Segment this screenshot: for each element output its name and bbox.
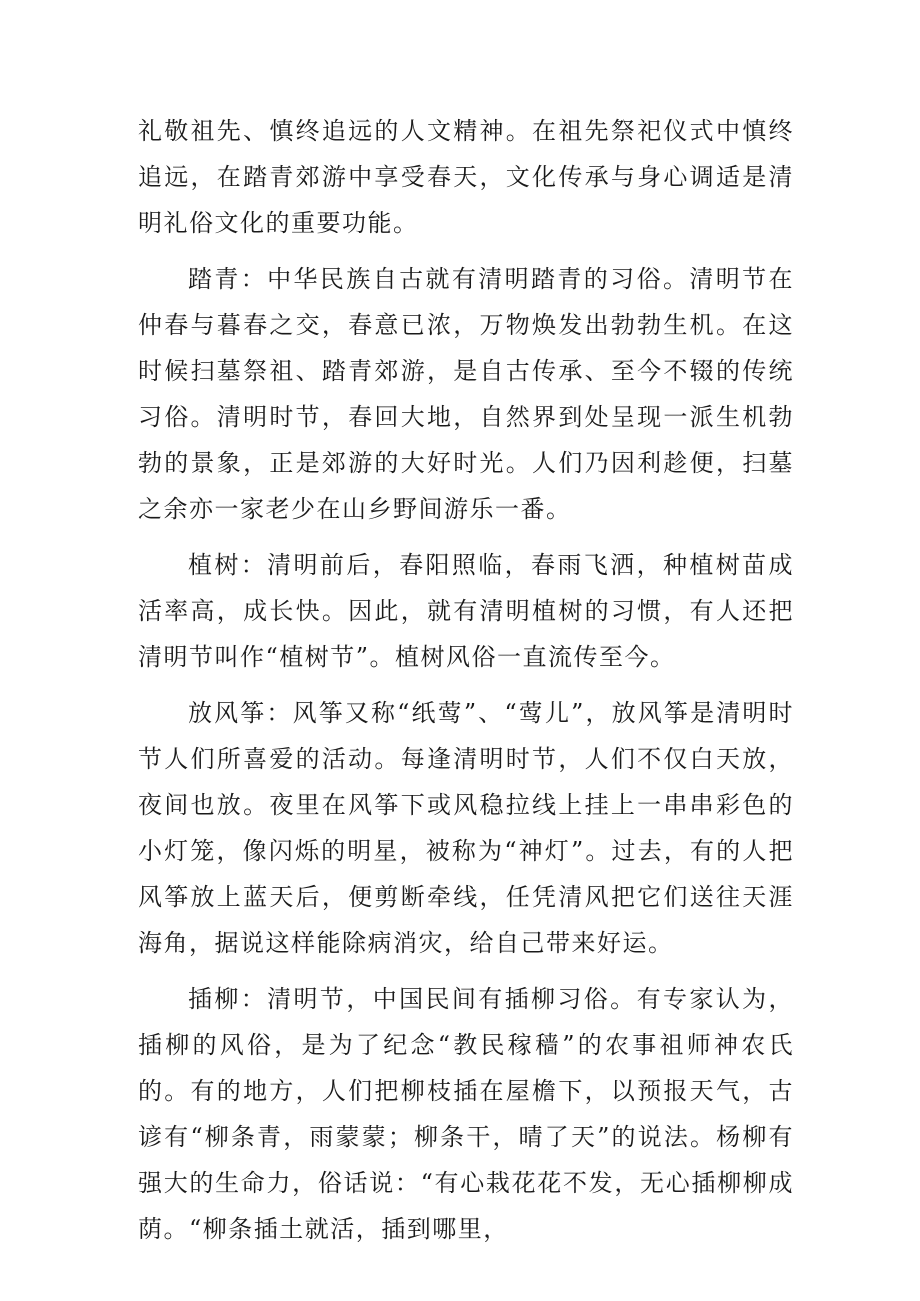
paragraph-taqing: 踏青：中华民族自古就有清明踏青的习俗。清明节在仲春与暮春之交，春意已浓，万物焕发出勃勃生机。在这时候扫墓祭祖、踏青郊游，是自古传承、至今不辍的传统习俗。清明时节，春回大地，自然界到处呈现一派生机勃勃的景象，正是郊游的大好时光。人们乃因利趁便，扫墓之余亦一家老少在山乡野间游乐一番。 [138,265,794,523]
paragraph-fangfengzheng: 放风筝：风筝又称“纸莺”、“莺儿”，放风筝是清明时节人们所喜爱的活动。每逢清明时节，人们不仅白天放，夜间也放。夜里在风筝下或风稳拉线上挂上一串串彩色的小灯笼，像闪烁的明星，被称为“神灯”。过去，有的人把风筝放上蓝天后，便剪断牵线，任凭清风把它们送往天涯海角，据说这样能除病消灾，给自己带来好运。 [138,699,794,957]
document-body [138,108,794,1262]
paragraph-chaliu: 插柳：清明节，中国民间有插柳习俗。有专家认为，插柳的风俗，是为了纪念“教民稼穑”的农事祖师神农氏的。有的地方，人们把柳枝插在屋檐下，以预报天气，古谚有“柳条青，雨蒙蒙；柳条干，晴了天”的说法。杨柳有强大的生命力，俗话说：“有心栽花花不发，无心插柳柳成荫。“柳条插土就活，插到哪里， [138,985,794,1243]
paragraph-continuation: 礼敬祖先、慎终追远的人文精神。在祖先祭祀仪式中慎终追远，在踏青郊游中享受春天，文化传承与身心调适是清明礼俗文化的重要功能。 [138,117,794,237]
paragraph-zhishu: 植树：清明前后，春阳照临，春雨飞洒，种植树苗成活率高，成长快。因此，就有清明植树的习惯，有人还把清明节叫作“植树节”。植树风俗一直流传至今。 [138,551,794,671]
